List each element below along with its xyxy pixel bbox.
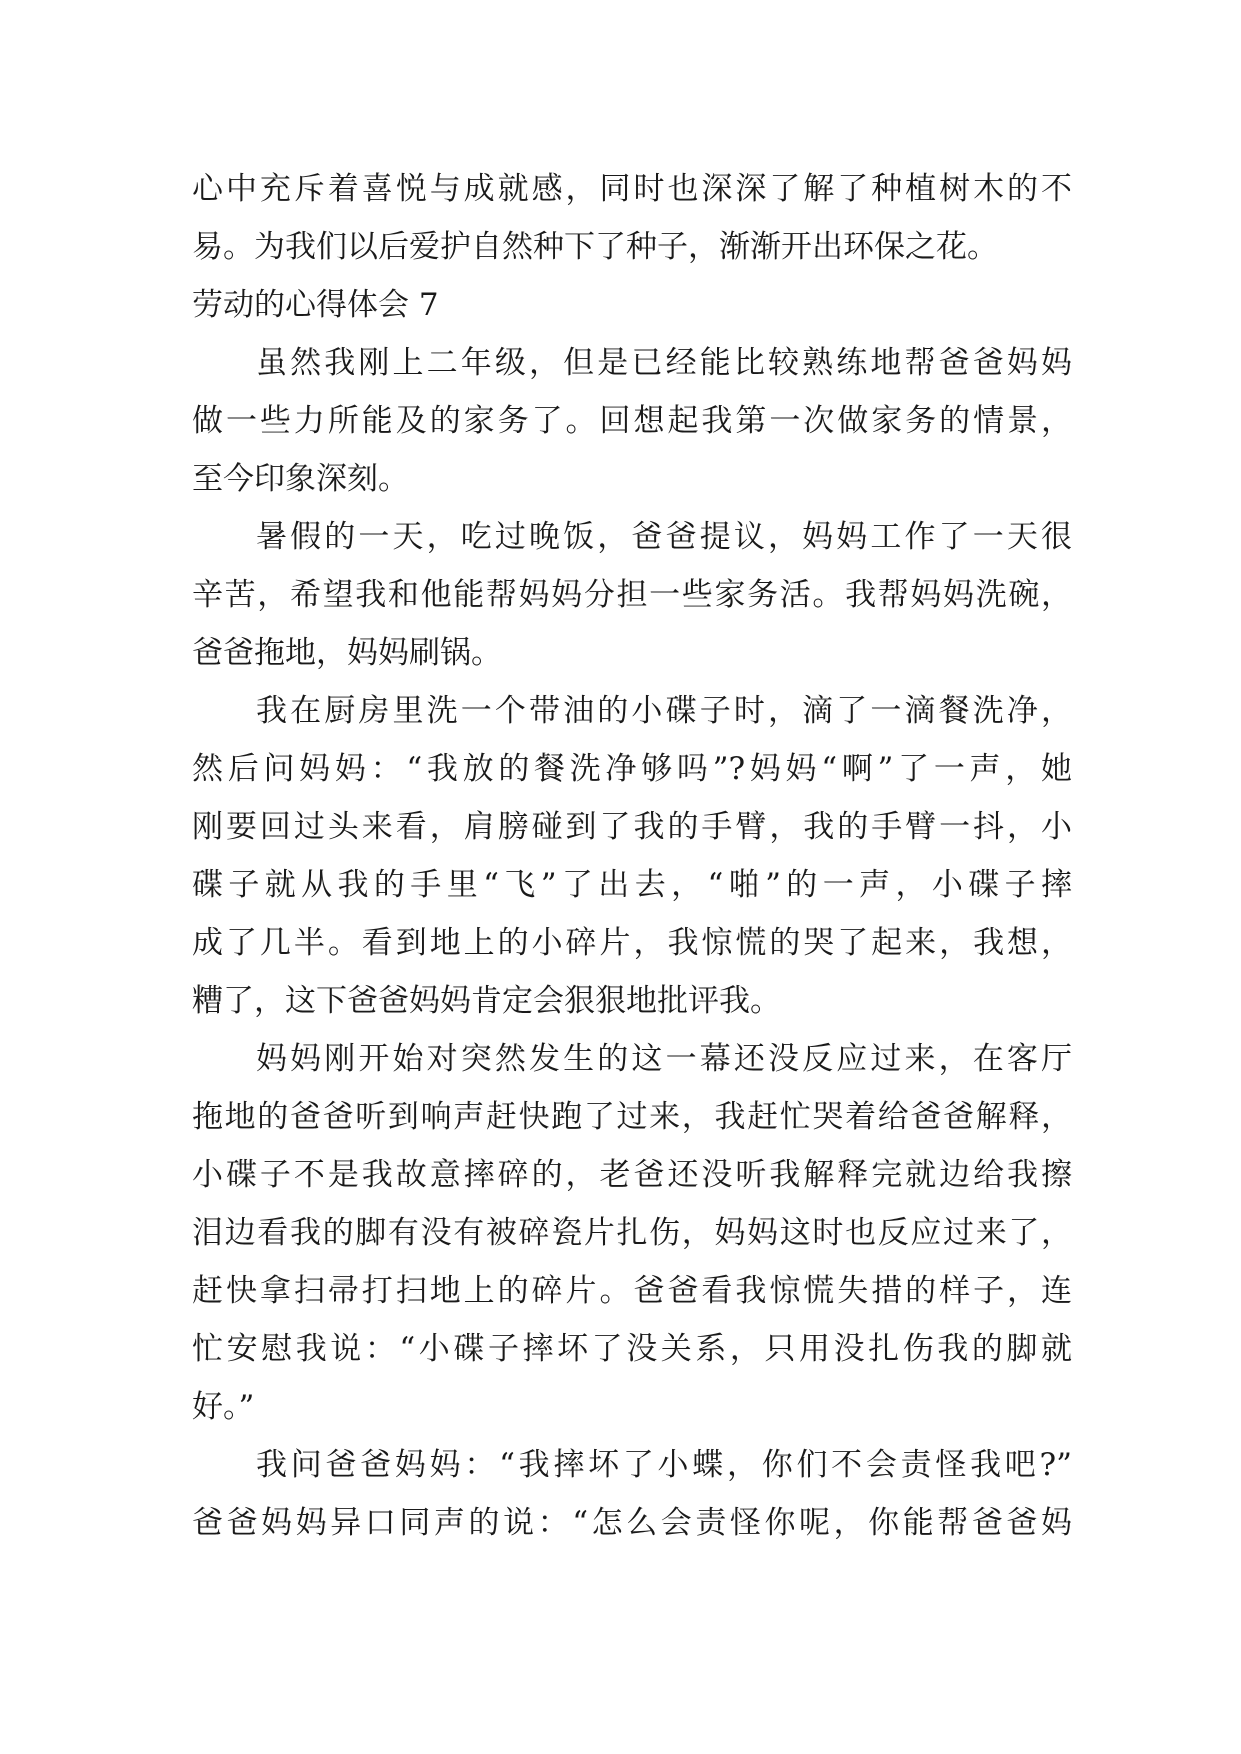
text-line: 碟子就从我的手里“飞”了出去，“啪”的一声，小碟子摔 <box>192 867 1072 903</box>
section-heading: 劳动的心得体会 7 <box>192 287 439 323</box>
text-line: 爸爸拖地，妈妈刷锅。 <box>192 635 502 671</box>
text-line: 虽然我刚上二年级，但是已经能比较熟练地帮爸爸妈妈 <box>256 345 1072 381</box>
text-line: 泪边看我的脚有没有被碎瓷片扎伤，妈妈这时也反应过来了， <box>192 1215 1072 1251</box>
text-line: 忙安慰我说：“小碟子摔坏了没关系，只用没扎伤我的脚就 <box>192 1331 1072 1367</box>
text-line: 拖地的爸爸听到响声赶快跑了过来，我赶忙哭着给爸爸解释， <box>192 1099 1072 1135</box>
text-line: 糟了，这下爸爸妈妈肯定会狠狠地批评我。 <box>192 983 781 1019</box>
text-line: 我在厨房里洗一个带油的小碟子时，滴了一滴餐洗净， <box>256 693 1072 729</box>
text-line: 赶快拿扫帚打扫地上的碎片。爸爸看我惊慌失措的样子，连 <box>192 1273 1072 1309</box>
text-line: 我问爸爸妈妈：“我摔坏了小蝶，你们不会责怪我吧?” <box>256 1447 1072 1483</box>
text-line: 爸爸妈妈异口同声的说：“怎么会责怪你呢，你能帮爸爸妈 <box>192 1505 1072 1541</box>
text-line: 至今印象深刻。 <box>192 461 409 497</box>
text-line: 好。” <box>192 1389 255 1425</box>
text-line: 小碟子不是我故意摔碎的，老爸还没听我解释完就边给我擦 <box>192 1157 1072 1193</box>
text-line: 易。为我们以后爱护自然种下了种子，渐渐开出环保之花。 <box>192 229 998 265</box>
text-line: 做一些力所能及的家务了。回想起我第一次做家务的情景， <box>192 403 1072 439</box>
text-line: 然后问妈妈：“我放的餐洗净够吗”?妈妈“啊”了一声，她 <box>192 751 1072 787</box>
text-line: 辛苦，希望我和他能帮妈妈分担一些家务活。我帮妈妈洗碗， <box>192 577 1072 613</box>
text-line: 妈妈刚开始对突然发生的这一幕还没反应过来，在客厅 <box>256 1041 1072 1077</box>
text-line: 暑假的一天，吃过晚饭，爸爸提议，妈妈工作了一天很 <box>256 519 1072 555</box>
text-line: 心中充斥着喜悦与成就感，同时也深深了解了种植树木的不 <box>192 171 1072 207</box>
text-line: 成了几半。看到地上的小碎片，我惊慌的哭了起来，我想， <box>192 925 1072 961</box>
document-body <box>192 160 1072 1552</box>
text-line: 刚要回过头来看，肩膀碰到了我的手臂，我的手臂一抖，小 <box>192 809 1072 845</box>
